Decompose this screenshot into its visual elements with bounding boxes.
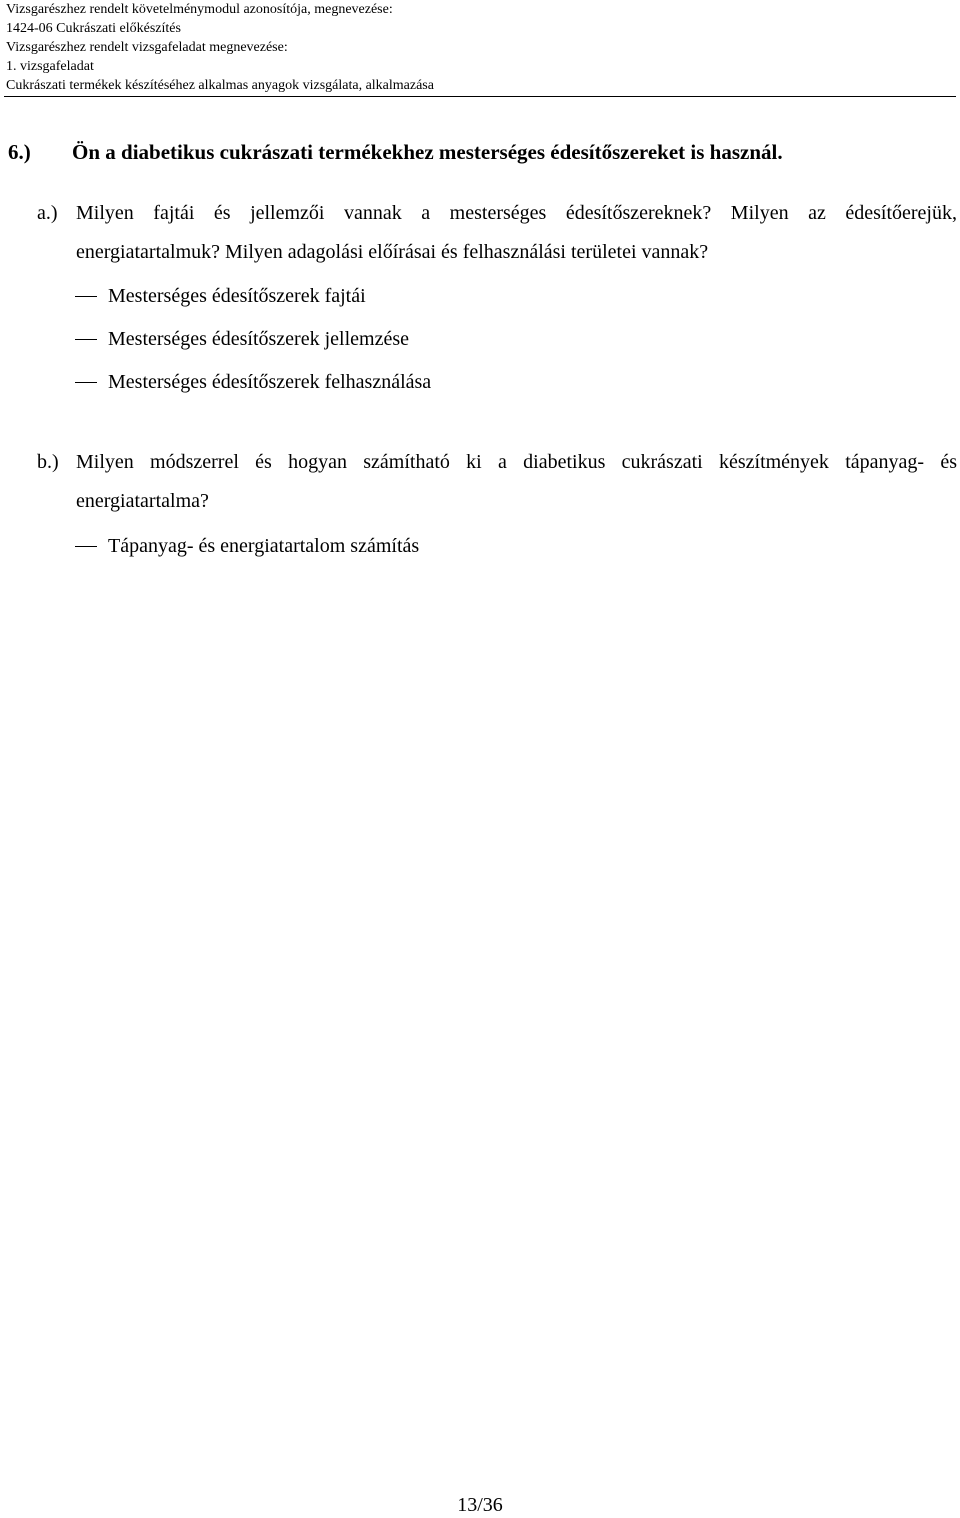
part-b-text: Milyen módszerrel és hogyan számítható ki a diabetikus cukrászati készítmények tápanyag- és energiatartalma?	[76, 451, 957, 512]
list-item	[75, 281, 366, 311]
list-item	[75, 324, 409, 354]
list-item	[75, 367, 431, 397]
part-a	[37, 194, 957, 272]
list-item-text: Mesterséges édesítőszerek felhasználása	[108, 371, 432, 393]
page-header	[6, 0, 946, 95]
dash-bullet-icon	[75, 296, 97, 297]
header-task-label: Vizsgarészhez rendelt vizsgafeladat megnevezése:	[6, 40, 288, 55]
list-item-text: Mesterséges édesítőszerek jellemzése	[108, 328, 409, 350]
page-number: 13/36	[457, 1494, 503, 1516]
list-item-text: Tápanyag- és energiatartalom számítás	[108, 535, 420, 557]
list-item-text: Mesterséges édesítőszerek fajtái	[108, 285, 366, 307]
header-module-label: Vizsgarészhez rendelt követelménymodul azonosítója, megnevezése:	[6, 2, 393, 17]
question-number: 6.)	[8, 140, 31, 164]
question-title: Ön a diabetikus cukrászati termékekhez mesterséges édesítőszereket is használ.	[72, 140, 783, 164]
dash-bullet-icon	[75, 382, 97, 383]
question-heading	[8, 140, 783, 165]
part-b-label: b.)	[37, 451, 59, 473]
dash-bullet-icon	[75, 339, 97, 340]
header-task-title: Cukrászati termékek készítéséhez alkalmas anyagok vizsgálata, alkalmazása	[6, 78, 434, 93]
list-item	[75, 531, 419, 561]
dash-bullet-icon	[75, 546, 97, 547]
part-a-text: Milyen fajtái és jellemzői vannak a mesterséges édesítőszereknek? Milyen az édesítőerejük, energiatartalmuk? Milyen adagolási előírásai és felhasználási területei vannak?	[76, 202, 957, 263]
header-divider	[4, 96, 956, 97]
header-module-id: 1424-06 Cukrászati előkészítés	[6, 21, 181, 36]
part-a-label: a.)	[37, 202, 58, 224]
header-task-number: 1. vizsgafeladat	[6, 59, 94, 74]
part-b	[37, 443, 957, 521]
